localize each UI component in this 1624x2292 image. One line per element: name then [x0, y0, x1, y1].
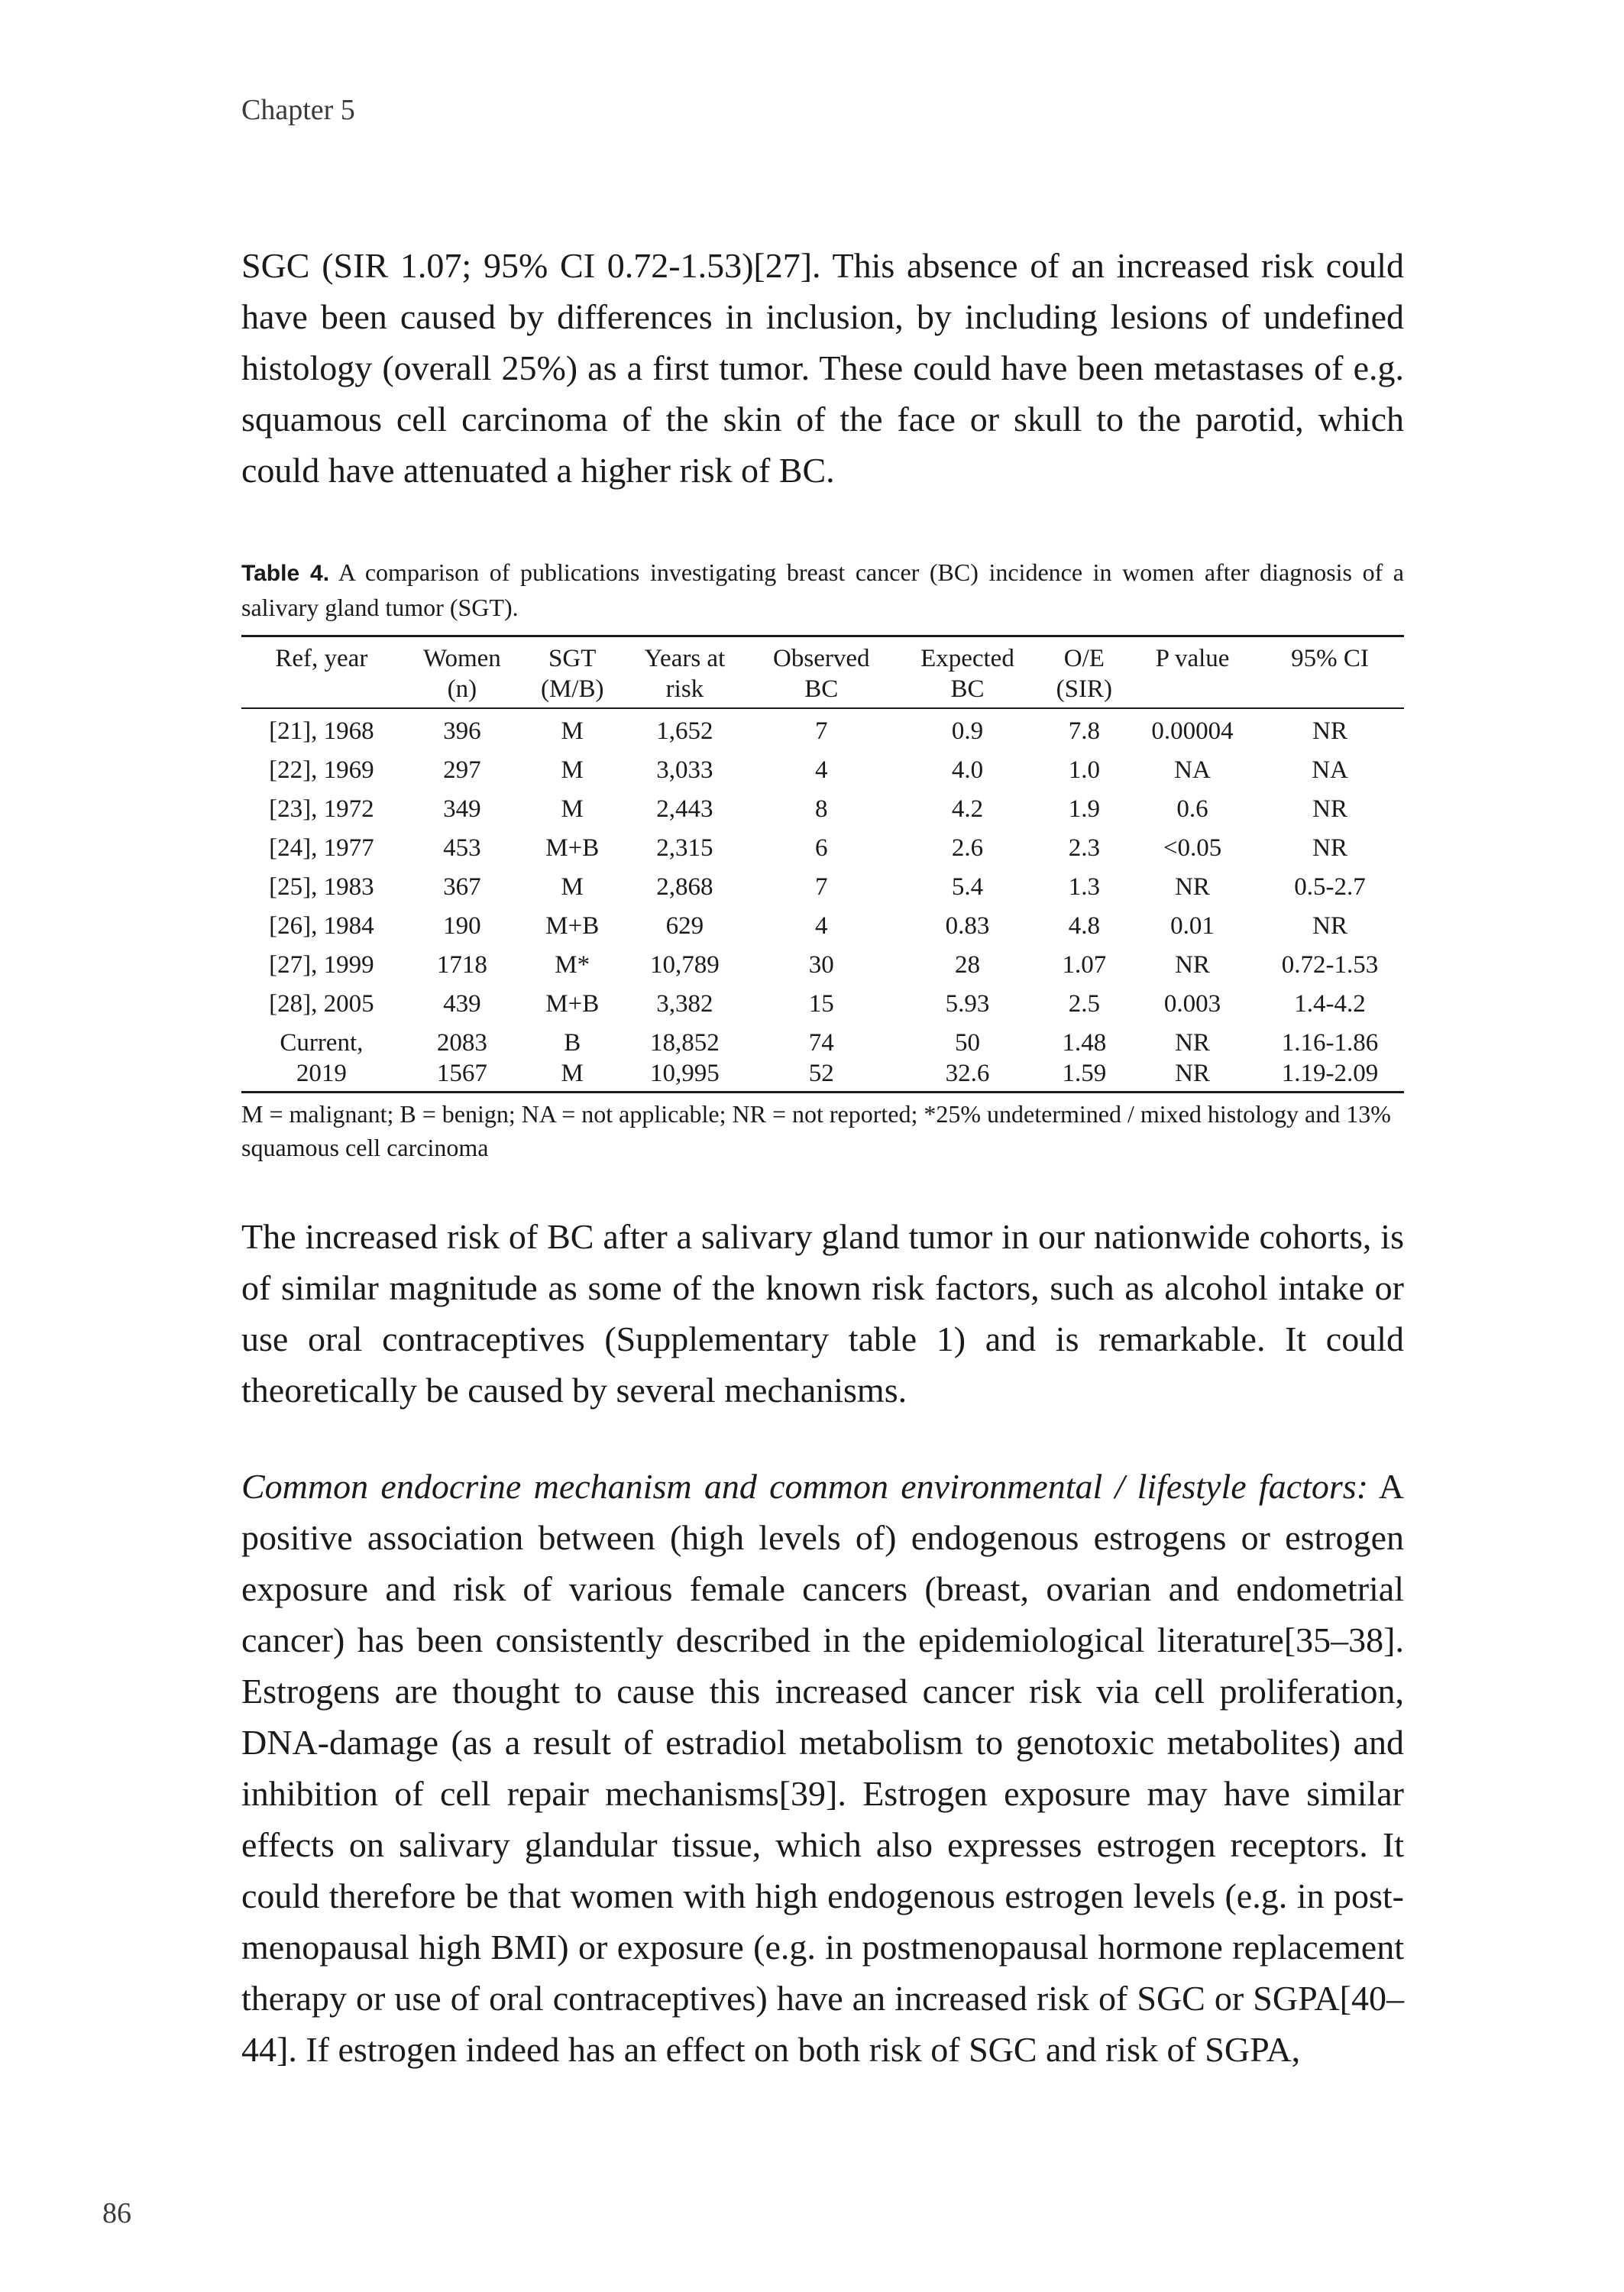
table-row — [241, 946, 1404, 985]
table-cell: 0.83 — [945, 912, 990, 940]
table-cell — [1256, 1024, 1404, 1093]
table-cell: 3,382 — [656, 990, 713, 1018]
table-cell-line: 10,995 — [650, 1060, 720, 1087]
table-cell: 1,652 — [656, 717, 713, 745]
table-cell: 4.0 — [951, 756, 984, 784]
table-cell — [402, 1024, 522, 1093]
table-cell: 439 — [443, 990, 481, 1018]
table-cell: M+B — [545, 990, 600, 1018]
table-cell: 297 — [443, 756, 481, 784]
table-cell: 0.9 — [951, 717, 984, 745]
column-header-line: P value — [1155, 645, 1230, 672]
table-cell: 453 — [443, 834, 481, 862]
page-number: 86 — [102, 2197, 131, 2229]
paragraph-3-heading: Common endocrine mechanism and common environmental / lifestyle factors: — [241, 1467, 1369, 1506]
table-cell-line: M — [561, 1060, 584, 1087]
table-cell: 7 — [815, 873, 828, 901]
table-cell: 0.00004 — [1151, 717, 1234, 745]
column-header — [1129, 636, 1256, 709]
table-cell: 28 — [954, 951, 980, 979]
table-cell — [895, 1024, 1040, 1093]
table-cell: 7 — [815, 717, 828, 745]
column-header-line: Observed — [773, 645, 870, 672]
table-cell: [25], 1983 — [269, 873, 374, 901]
table-cell: <0.05 — [1163, 834, 1222, 862]
table-cell-line: 2019 — [296, 1060, 347, 1087]
table-cell: M — [561, 873, 584, 901]
column-header — [622, 636, 747, 709]
table-row — [241, 751, 1404, 790]
table-cell: M — [561, 717, 584, 745]
table-row — [241, 907, 1404, 946]
table-cell: 1718 — [436, 951, 487, 979]
table-cell: NR — [1175, 951, 1210, 979]
table-cell: 367 — [443, 873, 481, 901]
table-cell: 2.6 — [951, 834, 984, 862]
table-row-current — [241, 1024, 1404, 1093]
table-cell-line: 1.16-1.86 — [1281, 1029, 1379, 1057]
running-head: Chapter 5 — [241, 94, 355, 126]
table-cell-line: NR — [1175, 1060, 1210, 1087]
table-cell-line: 18,852 — [650, 1029, 720, 1057]
table-cell-line: 52 — [808, 1060, 834, 1087]
column-header — [895, 636, 1040, 709]
table-cell-line: 50 — [954, 1029, 980, 1057]
table-cell: 190 — [443, 912, 481, 940]
table-cell: 4.2 — [951, 795, 984, 823]
column-header-line: Expected — [920, 645, 1014, 672]
table-cell: NR — [1312, 912, 1347, 940]
table-cell: 15 — [808, 990, 834, 1018]
table-cell: [23], 1972 — [269, 795, 374, 823]
table-cell-line: 74 — [808, 1029, 834, 1057]
table-cell: 4 — [815, 756, 828, 784]
table-cell: 6 — [815, 834, 828, 862]
paragraph-2: The increased risk of BC after a salivary gland tumor in our nationwide cohorts, is of similar magnitude as some of the known risk factors, such as alcohol intake or use oral contraceptives (Supplementary table 1) and is remarkable. It could theoretically be caused by several mechanisms. — [241, 1217, 1404, 1410]
column-header-line: Ref, year — [275, 645, 368, 672]
table-cell-line: 2083 — [436, 1029, 487, 1057]
table-cell: 7.8 — [1068, 717, 1100, 745]
table-cell: M+B — [545, 834, 600, 862]
table-cell: 4.8 — [1068, 912, 1100, 940]
table-cell: M* — [555, 951, 590, 979]
table-cell — [241, 1024, 402, 1093]
table-cell: 0.6 — [1176, 795, 1208, 823]
table-cell — [622, 1024, 747, 1093]
table-cell: 2.3 — [1068, 834, 1100, 862]
table-cell: 30 — [808, 951, 834, 979]
table-cell: 1.3 — [1068, 873, 1100, 901]
table-cell-line: 1.19-2.09 — [1281, 1060, 1379, 1087]
table-cell: [27], 1999 — [269, 951, 374, 979]
table-cell: 3,033 — [656, 756, 713, 784]
table-cell: NR — [1312, 717, 1347, 745]
column-header-line: Years at — [644, 645, 726, 672]
table-row — [241, 985, 1404, 1024]
table-cell: NR — [1175, 873, 1210, 901]
column-header-line: (n) — [447, 675, 477, 703]
table-cell: 4 — [815, 912, 828, 940]
table-cell-line: NR — [1175, 1029, 1210, 1057]
table-cell: 0.5-2.7 — [1294, 873, 1366, 901]
table-cell: [22], 1969 — [269, 756, 374, 784]
table-cell: [26], 1984 — [269, 912, 374, 940]
column-header — [241, 636, 402, 709]
table-cell: 5.4 — [951, 873, 984, 901]
table-cell-line: 1567 — [436, 1060, 487, 1087]
column-header-line: BC — [804, 675, 839, 703]
column-header-line: O/E — [1063, 645, 1105, 672]
table-cell: 2.5 — [1068, 990, 1100, 1018]
column-header-line: (SIR) — [1056, 675, 1112, 703]
table-caption — [241, 555, 1404, 624]
paragraph-1: SGC (SIR 1.07; 95% CI 0.72-1.53)[27]. This absence of an increased risk could have been caused by differences in inclusion, by including lesions of undefined histology (overall 25%) as a first tumor. These could have been metastases of e.g. squamous cell carcinoma of the skin of the face or skull to the parotid, which could have attenuated a higher risk of BC. — [241, 246, 1404, 490]
column-header-line: (M/B) — [540, 675, 604, 703]
column-header — [402, 636, 522, 709]
column-header — [747, 636, 895, 709]
table-cell: 629 — [665, 912, 704, 940]
comparison-table — [241, 635, 1404, 1093]
table-cell — [522, 1024, 622, 1093]
table-row — [241, 829, 1404, 868]
table-cell: 5.93 — [945, 990, 990, 1018]
table-cell: 1.9 — [1068, 795, 1100, 823]
table-cell: 0.01 — [1170, 912, 1215, 940]
column-header-line: Women — [422, 645, 501, 672]
column-header — [1256, 636, 1404, 709]
column-header-line: risk — [665, 675, 704, 703]
table-cell: 10,789 — [650, 951, 720, 979]
paragraph-3-text: A positive association between (high levels of) endogenous estrogens or estrogen exposure and risk of various female cancers (breast, ovarian and endometrial cancer) has been consistently described in the epidemiological literature[35–38]. Estrogens are thought to cause this increased cancer risk via cell proliferation, DNA-damage (as a result of estradiol metabolism to genotoxic metabolites) and inhibition of cell repair mechanisms[39]. Estrogen exposure may have similar effects on salivary glandular tissue, which also expresses estrogen receptors. It could therefore be that women with high endogenous estrogen levels (e.g. in post-menopausal high BMI) or exposure (e.g. in postmenopausal hormone replacement therapy or use of oral contraceptives) have an increased risk of SGC or SGPA[40–44]. If estrogen indeed has an effect on both risk of SGC and risk of SGPA, — [241, 1467, 1404, 2069]
table-cell: 1.4-4.2 — [1294, 990, 1366, 1018]
table-cell: 0.72-1.53 — [1281, 951, 1379, 979]
table-cell-line: B — [564, 1029, 581, 1057]
column-header-line: SGT — [548, 645, 597, 672]
table-cell: 396 — [443, 717, 481, 745]
table-cell: [21], 1968 — [269, 717, 374, 745]
table-body — [241, 708, 1404, 1093]
table-cell: M — [561, 756, 584, 784]
table-cell: 2,868 — [656, 873, 713, 901]
table-cell: NR — [1312, 795, 1347, 823]
table-cell: M — [561, 795, 584, 823]
table-row — [241, 708, 1404, 751]
table-cell-line: 1.59 — [1062, 1060, 1107, 1087]
column-header-line: BC — [950, 675, 985, 703]
column-header — [1040, 636, 1129, 709]
table-header-row — [241, 636, 1404, 709]
table-cell: NA — [1174, 756, 1211, 784]
table-cell-line: Current, — [280, 1029, 364, 1057]
table-cell: 0.003 — [1163, 990, 1221, 1018]
table-cell: NA — [1312, 756, 1348, 784]
table-cell: [24], 1977 — [269, 834, 374, 862]
table-caption-text: A comparison of publications investigating breast cancer (BC) incidence in women after diagnosis of a salivary gland tumor (SGT). — [241, 558, 1405, 621]
table-cell: 2,315 — [656, 834, 713, 862]
column-header-line: 95% CI — [1291, 645, 1369, 672]
table-cell-line: 1.48 — [1062, 1029, 1107, 1057]
table-footnote: M = malignant; B = benign; NA = not applicable; NR = not reported; *25% undetermined / mixed histology and 13% squamous cell carcinoma — [241, 1100, 1391, 1161]
table-cell — [1129, 1024, 1256, 1093]
table-cell — [1040, 1024, 1129, 1093]
table-row — [241, 868, 1404, 907]
table-caption-label: Table 4. — [241, 561, 330, 586]
table-cell: M+B — [545, 912, 600, 940]
table-cell: 349 — [443, 795, 481, 823]
table-cell: 1.0 — [1068, 756, 1100, 784]
table-cell: 1.07 — [1062, 951, 1107, 979]
table-row — [241, 790, 1404, 829]
table-cell: 2,443 — [656, 795, 713, 823]
table-cell: [28], 2005 — [269, 990, 374, 1018]
table-cell — [747, 1024, 895, 1093]
table-cell: 8 — [815, 795, 828, 823]
table-cell-line: 32.6 — [945, 1060, 990, 1087]
paragraph-3 — [241, 1461, 1404, 2075]
table-cell: NR — [1312, 834, 1347, 862]
column-header — [522, 636, 622, 709]
